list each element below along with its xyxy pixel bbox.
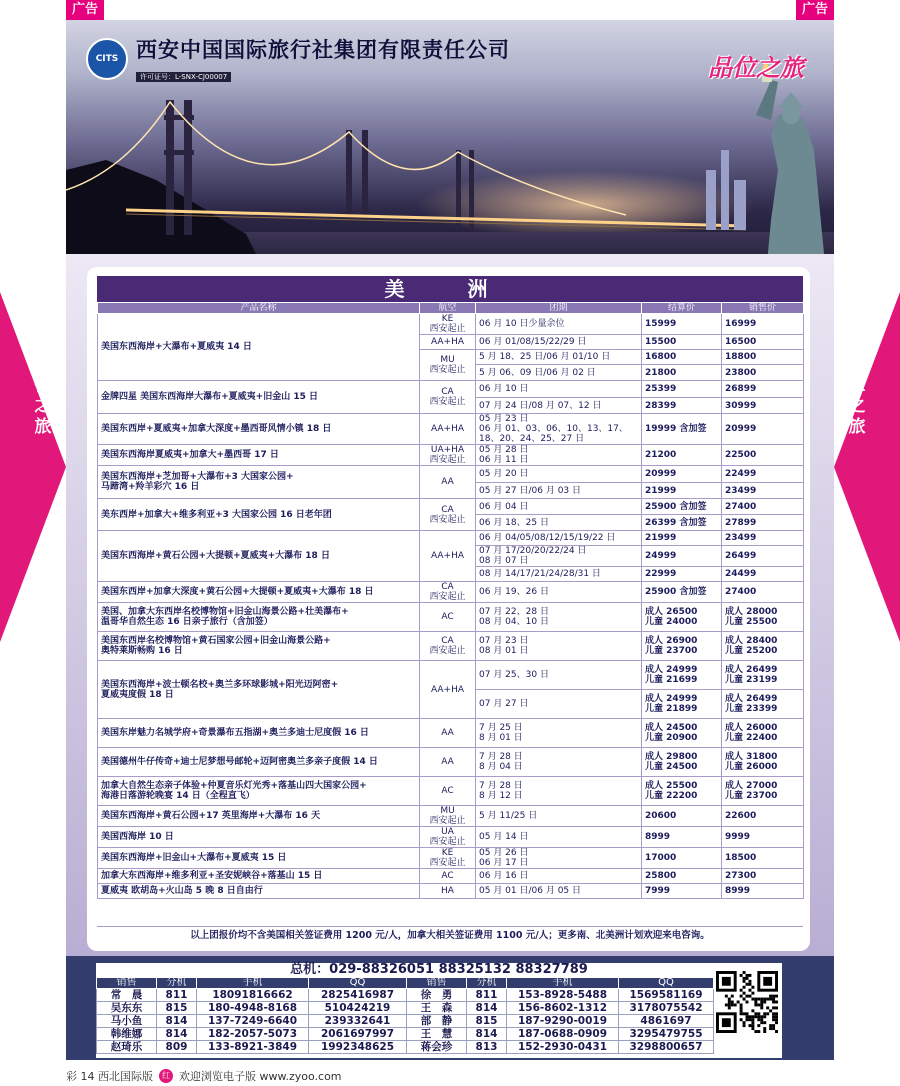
sale-price: 27300	[722, 869, 804, 884]
staff-cell: 182-2057-5073	[197, 1028, 309, 1041]
staff-cell: 814	[157, 1015, 197, 1028]
table-row	[98, 414, 804, 445]
staff-cell: 18091816662	[197, 989, 309, 1002]
staff-cell: 133-8921-3849	[197, 1041, 309, 1054]
sale-price: 30999	[722, 398, 804, 414]
sale-price: 22500	[722, 445, 804, 466]
airline: CA 西安起止	[420, 381, 476, 414]
sale-price: 16999	[722, 314, 804, 335]
product-name: 美国东西海岸+波士顿名校+奥兰多环球影城+阳光迈阿密+ 夏威夷度假 18 日	[98, 661, 420, 719]
table-header-row	[98, 303, 804, 314]
staff-cell: 811	[157, 989, 197, 1002]
sale-price: 26899	[722, 381, 804, 398]
sale-price: 成人 26000 儿童 22400	[722, 719, 804, 748]
footer-link[interactable]: 欢迎浏览电子版 www.zyoo.com	[179, 1070, 342, 1083]
table-row	[98, 531, 804, 546]
product-name: 美国德州牛仔传奇+迪士尼梦想号邮轮+迈阿密奥兰多亲子度假 14 日	[98, 748, 420, 777]
staff-cell: 韩维娜	[97, 1028, 157, 1041]
staff-cell: 814	[467, 1002, 507, 1015]
sale-price: 26499	[722, 546, 804, 567]
product-name: 美国东西岸+加拿大深度+黄石公园+大提顿+夏威夷+大瀑布 18 日	[98, 582, 420, 603]
staff-cell: 3295479755	[619, 1028, 714, 1041]
price-note: 以上团报价均不含美国相关签证费用 1200 元/人，加拿大相关签证费用 1100 元/人；更多南、北美洲计划欢迎来电咨询。	[97, 926, 803, 940]
departure-dates: 06 月 04 日	[476, 499, 642, 515]
settle-price: 25800	[642, 869, 722, 884]
airline: CA 西安起止	[420, 499, 476, 531]
product-name: 美国东西海岸+旧金山+大瀑布+夏威夷 15 日	[98, 848, 420, 869]
table-row	[98, 661, 804, 690]
staff-cell: 137-7249-6640	[197, 1015, 309, 1028]
airline: KE 西安起止	[420, 848, 476, 869]
product-name: 美国、加拿大东西岸名校博物馆+旧金山海景公路+壮美瀑布+ 温哥华自然生态 16 日亲子旅行（含加签）	[98, 603, 420, 632]
sale-price: 23499	[722, 483, 804, 499]
staff-cell: 814	[157, 1028, 197, 1041]
table-row	[98, 869, 804, 884]
staff-row	[97, 1041, 714, 1054]
table-row	[98, 445, 804, 466]
staff-cell: 王 森	[407, 1002, 467, 1015]
page-footer	[66, 1066, 834, 1086]
ad-label-right: 广告	[796, 0, 834, 20]
airline: AA+HA	[420, 661, 476, 719]
settle-price: 28399	[642, 398, 722, 414]
departure-dates: 06 月 16 日	[476, 869, 642, 884]
staff-cell: 811	[467, 989, 507, 1002]
staff-cell: 187-0688-0909	[507, 1028, 619, 1041]
departure-dates: 5 月 06、09 日/06 月 02 日	[476, 365, 642, 381]
product-name: 美国东西海岸+大瀑布+夏威夷 14 日	[98, 314, 420, 381]
airline: CA 西安起止	[420, 632, 476, 661]
product-name: 美国东西海岸+黄石公园+大提顿+夏威夷+大瀑布 18 日	[98, 531, 420, 582]
table-row	[98, 381, 804, 398]
departure-dates: 5 月 11/25 日	[476, 806, 642, 827]
staff-row	[97, 1028, 714, 1041]
product-name: 美国西海岸 10 日	[98, 827, 420, 848]
settle-price: 21200	[642, 445, 722, 466]
airline: AC	[420, 603, 476, 632]
product-name: 夏威夷 欧胡岛+火山岛 5 晚 8 日自由行	[98, 884, 420, 899]
staff-cell: 152-2930-0431	[507, 1041, 619, 1054]
cits-logo-icon: CITS	[86, 38, 128, 80]
departure-dates: 7 月 28 日 8 月 04 日	[476, 748, 642, 777]
departure-dates: 7 月 25 日 8 月 01 日	[476, 719, 642, 748]
ad-label-left: 广告	[66, 0, 104, 20]
sale-price: 27400	[722, 582, 804, 603]
settle-price: 25900 含加签	[642, 499, 722, 515]
sale-price: 22600	[722, 806, 804, 827]
departure-dates: 7 月 28 日 8 月 12 日	[476, 777, 642, 806]
sale-price: 9999	[722, 827, 804, 848]
page-number: 彩 14 西北国际版	[66, 1070, 153, 1083]
section-title: 美 洲	[97, 276, 803, 302]
departure-dates: 06 月 19、26 日	[476, 582, 642, 603]
staff-cell: 常 晨	[97, 989, 157, 1002]
settle-price: 20999	[642, 466, 722, 483]
departure-dates: 05 月 26 日 06 月 17 日	[476, 848, 642, 869]
staff-col-header: 手机	[507, 978, 619, 989]
staff-cell: 815	[157, 1002, 197, 1015]
sale-price: 成人 26499 儿童 23399	[722, 690, 804, 719]
settle-price: 成人 24999 儿童 21699	[642, 661, 722, 690]
staff-cell: 3298800657	[619, 1041, 714, 1054]
airline: AA	[420, 748, 476, 777]
side-banner-left	[0, 292, 66, 642]
table-row	[98, 748, 804, 777]
sale-price: 23800	[722, 365, 804, 381]
airline: UA 西安起止	[420, 827, 476, 848]
table-row	[98, 848, 804, 869]
sale-price: 成人 27000 儿童 23700	[722, 777, 804, 806]
sale-price: 8999	[722, 884, 804, 899]
sale-price: 18500	[722, 848, 804, 869]
airline: MU 西安起止	[420, 350, 476, 381]
table-row	[98, 632, 804, 661]
settle-price: 8999	[642, 827, 722, 848]
product-name: 美国东西海岸+芝加哥+大瀑布+3 大国家公园+ 马蹄湾+羚羊彩穴 16 日	[98, 466, 420, 499]
settle-price: 成人 24500 儿童 20900	[642, 719, 722, 748]
departure-dates: 06 月 04/05/08/12/15/19/22 日	[476, 531, 642, 546]
table-row	[98, 827, 804, 848]
departure-dates: 07 月 23 日 08 月 01 日	[476, 632, 642, 661]
airline: HA	[420, 884, 476, 899]
airline: KE 西安起止	[420, 314, 476, 335]
departure-dates: 05 月 23 日 06 月 01、03、06、10、13、17、 18、20、24、25、27 日	[476, 414, 642, 445]
staff-cell: 徐 勇	[407, 989, 467, 1002]
airline: AA	[420, 719, 476, 748]
sale-price: 24499	[722, 567, 804, 582]
table-row	[98, 314, 804, 335]
staff-cell: 赵琦乐	[97, 1041, 157, 1054]
product-name: 美国东西海岸+黄石公园+17 英里海岸+大瀑布 16 天	[98, 806, 420, 827]
col-header-sale-price: 销售价	[722, 303, 804, 314]
staff-cell: 814	[467, 1028, 507, 1041]
airline: AA+HA	[420, 414, 476, 445]
departure-dates: 06 月 10 日少量余位	[476, 314, 642, 335]
staff-cell: 4861697	[619, 1015, 714, 1028]
settle-price: 21999	[642, 483, 722, 499]
settle-price: 26399 含加签	[642, 515, 722, 531]
departure-dates: 07 月 27 日	[476, 690, 642, 719]
product-name: 美东西岸+加拿大+维多利亚+3 大国家公园 16 日老年团	[98, 499, 420, 531]
staff-cell: 153-8928-5488	[507, 989, 619, 1002]
brand-logo: 品位之旅	[708, 54, 804, 82]
departure-dates: 05 月 14 日	[476, 827, 642, 848]
contact-section	[66, 956, 834, 1060]
airline: AC	[420, 777, 476, 806]
staff-row	[97, 989, 714, 1002]
staff-cell: 3178075542	[619, 1002, 714, 1015]
settle-price: 成人 26900 儿童 23700	[642, 632, 722, 661]
staff-header-row	[97, 978, 714, 989]
staff-cell: 1569581169	[619, 989, 714, 1002]
product-name: 加拿大东西海岸+维多利亚+圣安妮峡谷+落基山 15 日	[98, 869, 420, 884]
departure-dates: 05 月 28 日 06 月 11 日	[476, 445, 642, 466]
product-name: 加拿大自然生态亲子体验+仲夏音乐灯光秀+落基山四大国家公园+ 海港日落游轮晚宴 14 日（全程直飞）	[98, 777, 420, 806]
airline: AA+HA	[420, 335, 476, 350]
settle-price: 16800	[642, 350, 722, 365]
staff-cell: 2061697997	[309, 1028, 407, 1041]
col-header-airline: 航空	[420, 303, 476, 314]
sale-price: 16500	[722, 335, 804, 350]
staff-cell: 蒋会珍	[407, 1041, 467, 1054]
staff-col-header: 手机	[197, 978, 309, 989]
col-header-dates: 团期	[476, 303, 642, 314]
qr-code-icon	[716, 971, 778, 1051]
departure-dates: 05 月 01 日/06 月 05 日	[476, 884, 642, 899]
product-name: 美国东西海岸夏威夷+加拿大+墨西哥 17 日	[98, 445, 420, 466]
table-row	[98, 719, 804, 748]
settle-price: 17000	[642, 848, 722, 869]
side-text-right: 品 位 之 旅	[848, 354, 866, 437]
col-header-settle-price: 结算价	[642, 303, 722, 314]
staff-col-header: 分机	[467, 978, 507, 989]
table-row	[98, 499, 804, 515]
staff-cell: 815	[467, 1015, 507, 1028]
staff-cell: 2825416987	[309, 989, 407, 1002]
departure-dates: 07 月 25、30 日	[476, 661, 642, 690]
departure-dates: 08 月 14/17/21/24/28/31 日	[476, 567, 642, 582]
settle-price: 21999	[642, 531, 722, 546]
staff-col-header: QQ	[309, 978, 407, 989]
settle-price: 15500	[642, 335, 722, 350]
sale-price: 成人 31800 儿童 26000	[722, 748, 804, 777]
airline: CA 西安起止	[420, 582, 476, 603]
staff-col-header: 销售	[407, 978, 467, 989]
settle-price: 成人 25500 儿童 22200	[642, 777, 722, 806]
staff-cell: 239332641	[309, 1015, 407, 1028]
tour-price-table	[97, 302, 804, 899]
airline: AC	[420, 869, 476, 884]
sale-price: 27899	[722, 515, 804, 531]
staff-col-header: QQ	[619, 978, 714, 989]
staff-cell: 马小鱼	[97, 1015, 157, 1028]
edition-badge: 红	[159, 1069, 173, 1083]
departure-dates: 5 月 18、25 日/06 月 01/10 日	[476, 350, 642, 365]
settle-price: 20600	[642, 806, 722, 827]
departure-dates: 06 月 01/08/15/22/29 日	[476, 335, 642, 350]
settle-price: 成人 26500 儿童 24000	[642, 603, 722, 632]
staff-row	[97, 1015, 714, 1028]
staff-cell: 510424219	[309, 1002, 407, 1015]
airline: UA+HA 西安起止	[420, 445, 476, 466]
sales-staff-table	[96, 977, 714, 1054]
side-text-left: 品 位 之 旅	[34, 354, 52, 437]
sale-price: 20999	[722, 414, 804, 445]
settle-price: 22999	[642, 567, 722, 582]
license-number: 许可证号：L-SNX-CJ00007	[136, 72, 231, 82]
settle-price: 24999	[642, 546, 722, 567]
staff-cell: 1992348625	[309, 1041, 407, 1054]
airline: MU 西安起止	[420, 806, 476, 827]
statue-of-liberty-icon	[756, 60, 826, 274]
staff-cell: 813	[467, 1041, 507, 1054]
departure-dates: 05 月 20 日	[476, 466, 642, 483]
staff-cell: 156-8602-1312	[507, 1002, 619, 1015]
departure-dates: 06 月 10 日	[476, 381, 642, 398]
sale-price: 成人 28400 儿童 25200	[722, 632, 804, 661]
col-header-product: 产品名称	[98, 303, 420, 314]
table-row	[98, 884, 804, 899]
hero-banner	[66, 20, 834, 274]
table-row	[98, 582, 804, 603]
staff-row	[97, 1002, 714, 1015]
sale-price: 18800	[722, 350, 804, 365]
staff-cell: 187-9290-0019	[507, 1015, 619, 1028]
company-header	[86, 34, 510, 83]
departure-dates: 05 月 27 日/06 月 03 日	[476, 483, 642, 499]
sale-price: 成人 26499 儿童 23199	[722, 661, 804, 690]
sale-price: 22499	[722, 466, 804, 483]
staff-col-header: 销售	[97, 978, 157, 989]
airline: AA+HA	[420, 531, 476, 582]
settle-price: 7999	[642, 884, 722, 899]
staff-cell: 809	[157, 1041, 197, 1054]
product-name: 金牌四星 美国东西海岸大瀑布+夏威夷+旧金山 15 日	[98, 381, 420, 414]
table-row	[98, 806, 804, 827]
staff-cell: 部 静	[407, 1015, 467, 1028]
sale-price: 23499	[722, 531, 804, 546]
settle-price: 25900 含加签	[642, 582, 722, 603]
table-row	[98, 777, 804, 806]
table-row	[98, 466, 804, 483]
airline: AA	[420, 466, 476, 499]
product-name: 美国东西岸名校博物馆+黄石国家公园+旧金山海景公路+ 奥特莱斯畅购 16 日	[98, 632, 420, 661]
settle-price: 成人 24999 儿童 21899	[642, 690, 722, 719]
settle-price: 成人 29800 儿童 24500	[642, 748, 722, 777]
product-name: 美国东岸魅力名城学府+奇景瀑布五指湖+奥兰多迪士尼度假 16 日	[98, 719, 420, 748]
staff-col-header: 分机	[157, 978, 197, 989]
staff-cell: 吴东东	[97, 1002, 157, 1015]
staff-cell: 王 慧	[407, 1028, 467, 1041]
staff-cell: 180-4948-8168	[197, 1002, 309, 1015]
settle-price: 19999 含加签	[642, 414, 722, 445]
settle-price: 21800	[642, 365, 722, 381]
table-row	[98, 603, 804, 632]
sale-price: 27400	[722, 499, 804, 515]
hotline: 总机：029-88326051 88325132 88327789	[290, 962, 588, 977]
departure-dates: 07 月 24 日/08 月 07、12 日	[476, 398, 642, 414]
settle-price: 25399	[642, 381, 722, 398]
departure-dates: 06 月 18、25 日	[476, 515, 642, 531]
departure-dates: 07 月 22、28 日 08 月 04、10 日	[476, 603, 642, 632]
side-banner-right	[834, 292, 900, 642]
company-name: 西安中国国际旅行社集团有限责任公司	[136, 38, 510, 62]
sale-price: 成人 28000 儿童 25500	[722, 603, 804, 632]
departure-dates: 07 月 17/20/20/22/24 日 08 月 07 日	[476, 546, 642, 567]
settle-price: 15999	[642, 314, 722, 335]
product-name: 美国东西岸+夏威夷+加拿大深度+墨西哥风情小镇 18 日	[98, 414, 420, 445]
